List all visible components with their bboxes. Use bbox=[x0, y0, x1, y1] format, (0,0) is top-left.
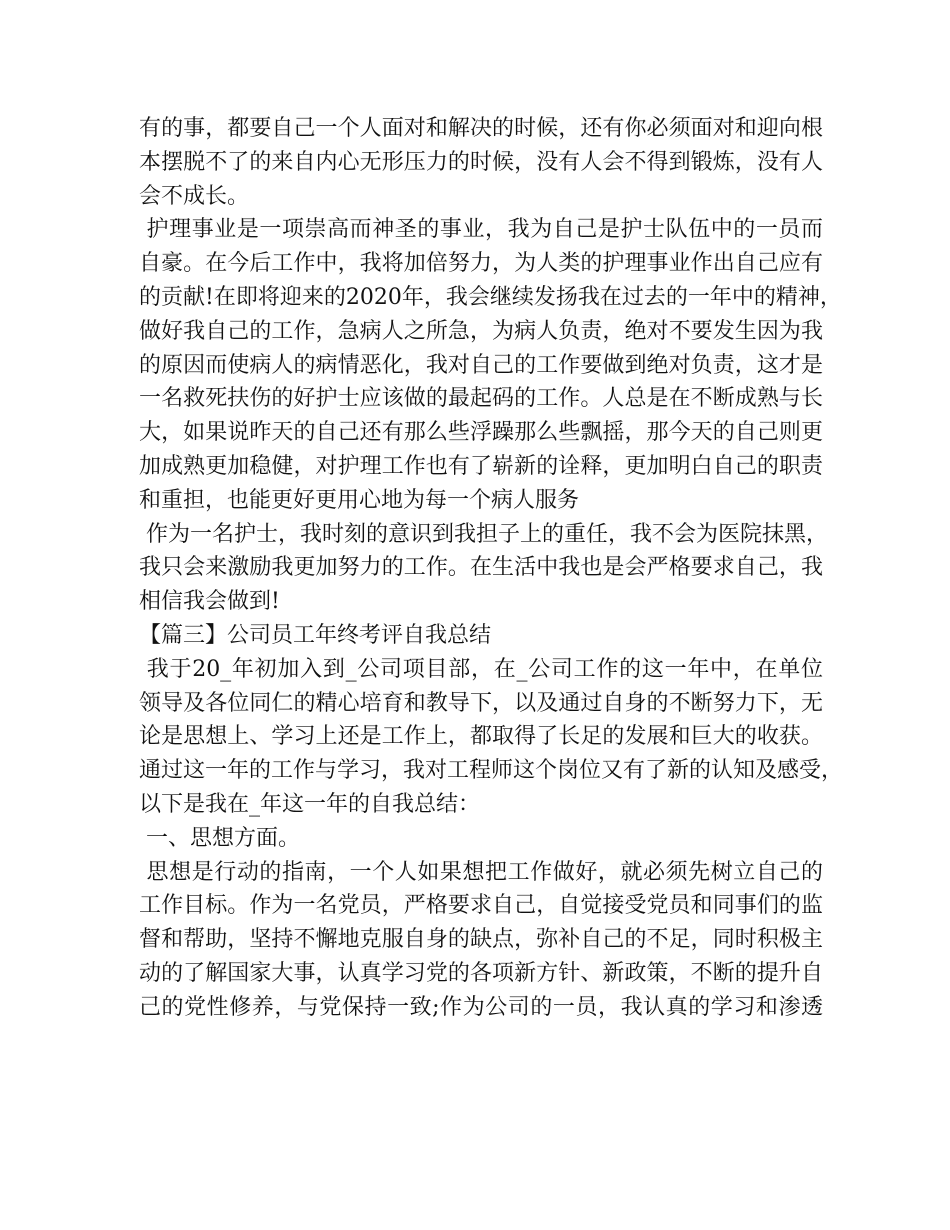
text-line: 作为一名护士，我时刻的意识到我担子上的重任，我不会为医院抹黑， bbox=[139, 521, 828, 547]
text-line: 领导及各位同仁的精心培育和教导下，以及通过自身的不断努力下，无 bbox=[139, 690, 823, 716]
text-line: 以下是我在_年这一年的自我总结： bbox=[139, 791, 481, 817]
text-line: 通过这一年的工作与学习，我对工程师这个岗位又有了新的认知及感受， bbox=[139, 758, 844, 784]
text-line: 做好我自己的工作，急病人之所急，为病人负责，绝对不要发生因为我 bbox=[139, 318, 823, 344]
text-line: 【篇三】公司员工年终考评自我总结 bbox=[139, 622, 492, 648]
text-line: 我只会来激励我更加努力的工作。在生活中我也是会严格要求自己，我 bbox=[139, 555, 823, 581]
document-body bbox=[139, 112, 844, 1025]
text-line: 的贡献!在即将迎来的2020年，我会继续发扬我在过去的一年中的精神， bbox=[139, 284, 842, 310]
text-line: 本摆脱不了的来自内心无形压力的时候，没有人会不得到锻炼，没有人 bbox=[139, 149, 823, 175]
text-line: 的原因而使病人的病情恶化，我对自己的工作要做到绝对负责，这才是 bbox=[139, 352, 823, 378]
text-line: 一、思想方面。 bbox=[139, 825, 300, 851]
text-line: 护理事业是一项崇高而神圣的事业，我为自己是护士队伍中的一员而 bbox=[139, 217, 823, 243]
text-line: 己的党性修养，与党保持一致;作为公司的一员，我认真的学习和渗透 bbox=[139, 994, 823, 1020]
text-line: 一名救死扶伤的好护士应该做的最起码的工作。人总是在不断成熟与长 bbox=[139, 386, 823, 412]
text-line: 和重担，也能更好更用心地为每一个病人服务 bbox=[139, 487, 580, 513]
text-line: 相信我会做到! bbox=[139, 589, 280, 615]
text-line: 论是思想上、学习上还是工作上，都取得了长足的发展和巨大的收获。 bbox=[139, 724, 823, 750]
text-line: 大，如果说昨天的自己还有那么些浮躁那么些飘摇，那今天的自己则更 bbox=[139, 420, 823, 446]
text-line: 思想是行动的指南，一个人如果想把工作做好，就必须先树立自己的 bbox=[139, 859, 823, 885]
text-line: 会不成长。 bbox=[139, 183, 250, 209]
text-line: 动的了解国家大事，认真学习党的各项新方针、新政策，不断的提升自 bbox=[139, 960, 823, 986]
text-line: 我于20_年初加入到_公司项目部，在_公司工作的这一年中，在单位 bbox=[139, 656, 823, 682]
text-line: 自豪。在今后工作中，我将加倍努力，为人类的护理事业作出自己应有 bbox=[139, 251, 823, 277]
text-line: 有的事，都要自己一个人面对和解决的时候，还有你必须面对和迎向根 bbox=[139, 116, 823, 141]
text-line: 督和帮助，坚持不懈地克服自身的缺点，弥补自己的不足，同时积极主 bbox=[139, 927, 823, 953]
text-line: 工作目标。作为一名党员，严格要求自己，自觉接受党员和同事们的监 bbox=[139, 893, 823, 919]
text-line: 加成熟更加稳健，对护理工作也有了崭新的诠释，更加明白自己的职责 bbox=[139, 453, 823, 479]
